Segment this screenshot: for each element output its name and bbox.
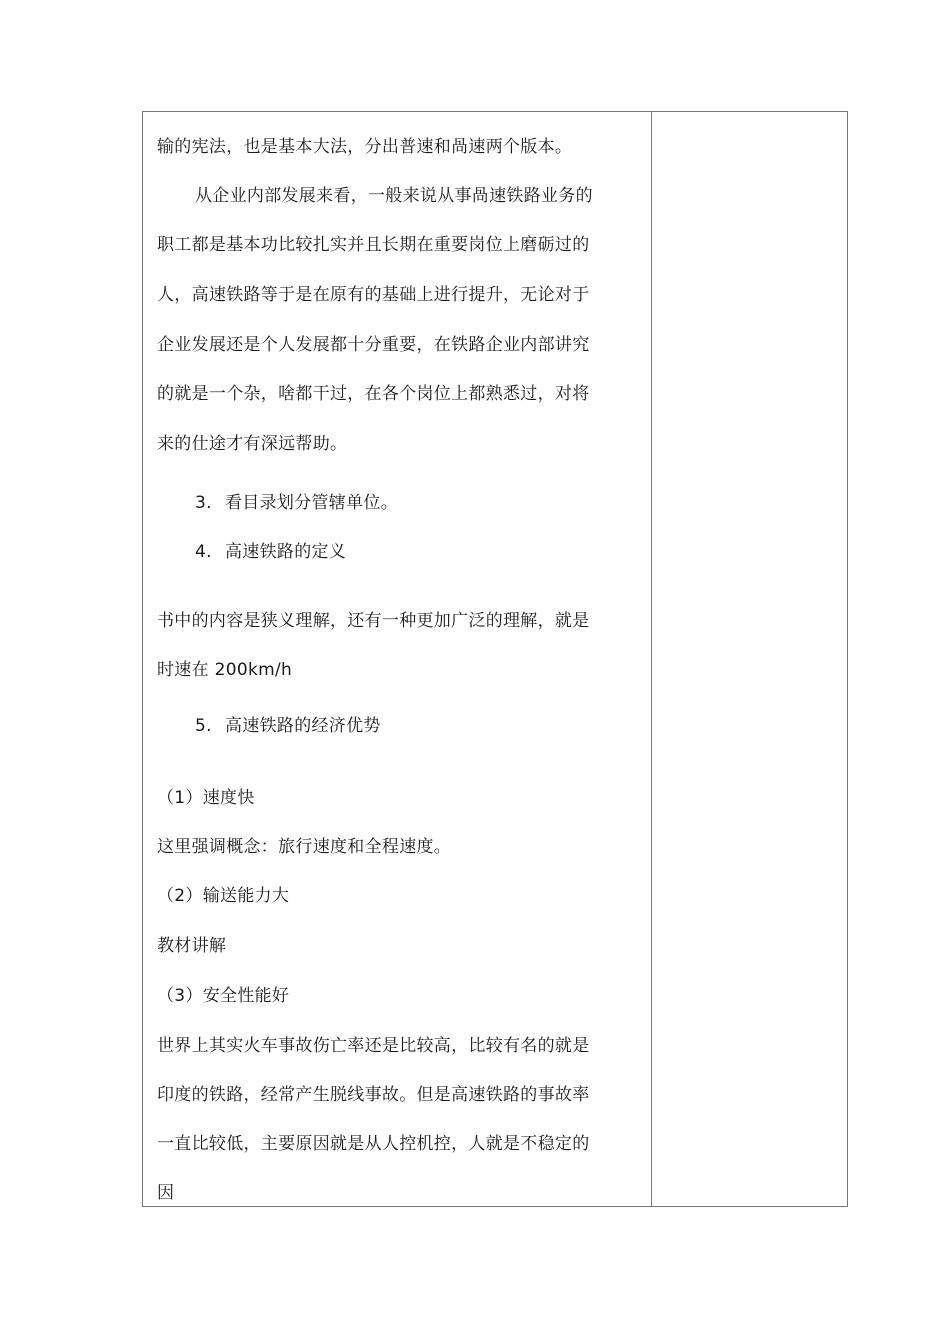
sub-number: （3）: [157, 986, 203, 1006]
sub-text: 安全性能好: [202, 986, 290, 1006]
text-line: 人，高速铁路等于是在原有的基础上进行提升，无论对于: [157, 285, 590, 305]
list-number: 3.: [195, 493, 212, 513]
text-line: 印度的铁路，经常产生脱线事故。但是高速铁路的事故率: [157, 1085, 590, 1105]
text-line: 企业发展还是个人发展都十分重要，在铁路企业内部讲究: [157, 335, 590, 355]
sub-text: 输送能力大: [202, 886, 290, 906]
text-line: 这里强调概念：旅行速度和全程速度。: [157, 837, 452, 857]
sub-item-3: [157, 985, 637, 1007]
content-cell: [143, 112, 651, 1206]
text-line: 从企业内部发展来看，一般来说从事咼速铁路业务的: [195, 186, 593, 206]
text-line: 的就是一个杂，啥都干过，在各个岗位上都熟悉过，对将: [157, 384, 590, 404]
text-line: 输的宪法，也是基本大法，分出普速和咼速两个版本。: [157, 137, 573, 157]
list-number: 5.: [195, 716, 212, 736]
lesson-table: [142, 111, 848, 1207]
list-text: 看目录划分管辖单位。: [225, 493, 398, 513]
text-line: 职工都是基本功比较扎实并且长期在重要岗位上磨砺过的: [157, 235, 590, 255]
list-number: 4.: [195, 542, 212, 562]
notes-cell: [652, 112, 847, 1206]
sub-number: （2）: [157, 886, 203, 906]
text-line: 世界上其实火车事故伤亡率还是比较高，比较有名的就是: [157, 1036, 590, 1056]
list-item-5: [195, 715, 675, 737]
sub-item-2: [157, 885, 637, 907]
text-line: 时速在 200km/h: [157, 660, 293, 680]
text-line: 来的仕途才有深远帮助。: [157, 434, 348, 454]
list-text: 高速铁路的经济优势: [225, 716, 381, 736]
text-line: 一直比较低，主要原因就是从人控机控，人就是不稳定的: [157, 1134, 590, 1154]
sub-number: （1）: [157, 788, 203, 808]
sub-text: 速度快: [202, 788, 255, 808]
text-line: 教材讲解: [157, 936, 227, 956]
text-line: 书中的内容是狭义理解，还有一种更加广泛的理解，就是: [157, 611, 590, 631]
text-line: 因: [157, 1183, 175, 1203]
sub-item-1: [157, 787, 637, 809]
list-item-4: [195, 541, 675, 563]
list-text: 高速铁路的定义: [225, 542, 347, 562]
list-item-3: [195, 492, 675, 514]
